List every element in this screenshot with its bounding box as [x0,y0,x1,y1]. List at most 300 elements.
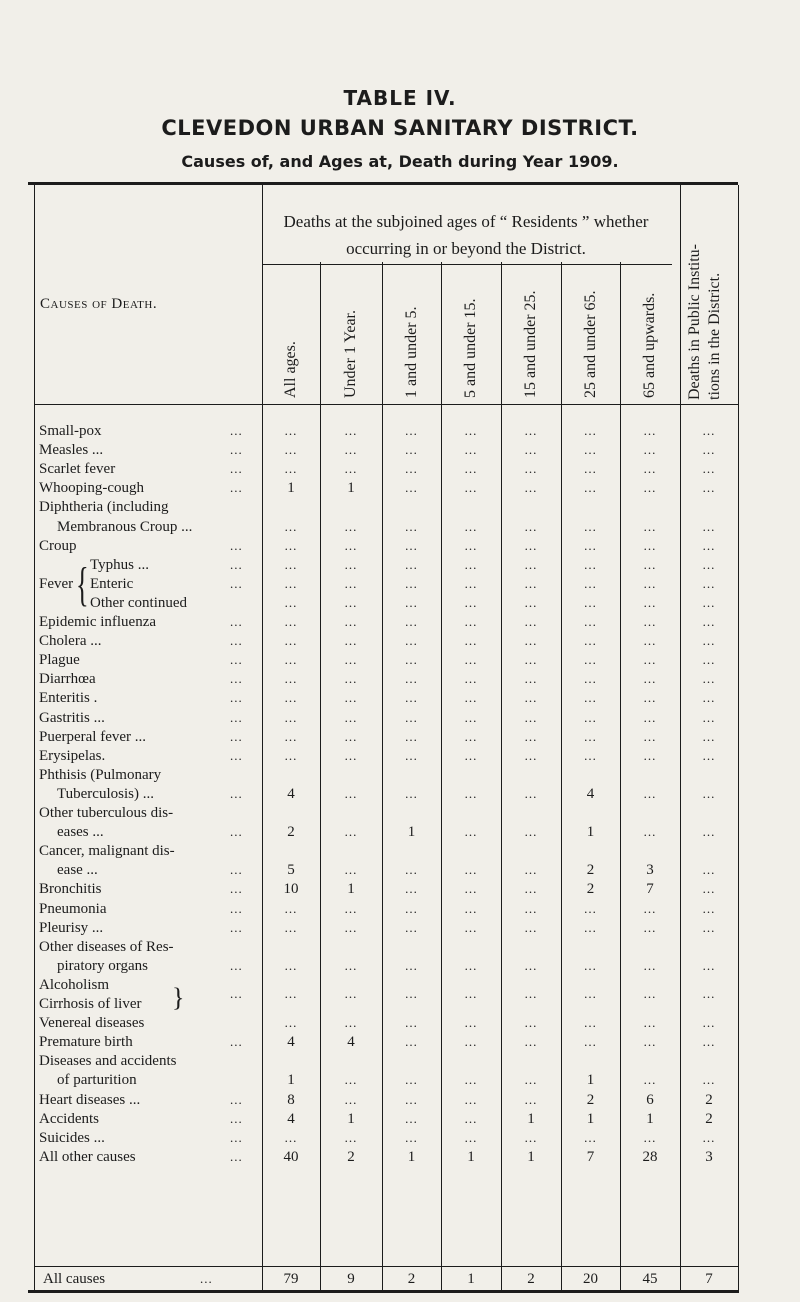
cell-65-plus: ... [643,919,657,935]
cell-1-to-5: ... [405,1015,418,1031]
cause-label: Phthisis (Pulmonary [39,766,162,783]
cell-1-to-5: ... [405,709,418,725]
total-under-1: 9 [347,1271,355,1287]
dot-leader: ... [230,900,243,916]
cause-label: Measles ... [39,442,104,459]
cell-65-plus: ... [643,518,657,534]
cell-all-ages: ... [284,633,298,649]
age-header-all-ages [262,262,320,402]
cause-label: of parturition [57,1072,137,1089]
cell-under-1: ... [344,1129,358,1145]
cell-1-to-5: ... [405,537,418,553]
cell-1-to-5: ... [405,461,418,477]
causes-header: Causes of Death. [40,296,158,312]
dot-leader: ... [230,614,243,629]
cell-under-1: ... [344,985,358,1001]
cell-all-ages: ... [284,900,298,916]
cause-label: Cholera ... [39,633,102,650]
cell-under-1: ... [344,957,358,973]
cell-1-to-5: ... [405,575,418,591]
dot-leader: ... [230,919,243,935]
cell-15-to-25: ... [524,1129,538,1145]
cell-15-to-25: ... [524,690,538,706]
cell-65-plus: 1 [646,1110,654,1127]
dot-leader: ... [230,709,243,725]
dot-leader: ... [230,690,243,706]
dot-leader: ... [230,747,243,763]
cell-15-to-25: ... [524,919,538,935]
cause-label: Cancer, malignant dis- [39,843,175,860]
cell-all-ages: ... [284,690,298,706]
cell-1-to-5: ... [405,957,418,973]
cell-under-1: ... [344,1091,358,1107]
cell-1-to-5: ... [405,633,418,649]
cell-15-to-25: ... [524,900,538,916]
cell-15-to-25: ... [524,614,538,629]
bottom-rule [28,1290,738,1293]
cell-under-1: 1 [347,881,355,898]
cell-all-ages: ... [284,985,298,1001]
dot-leader: ... [230,728,243,744]
cause-label: Other continued [90,594,188,611]
cause-label: Pleurisy ... [39,919,104,936]
alcohol-brace: } [172,982,186,1012]
cell-25-to-65: 4 [586,785,595,802]
cause-label: Enteric [90,575,134,592]
dot-leader: ... [230,1148,243,1164]
cell-15-to-25: ... [524,747,538,763]
cell-5-to-15: ... [464,518,478,534]
cause-label: Alcoholism [39,976,109,993]
cell-public-institutions: 2 [705,1091,713,1108]
cell-public-institutions: ... [702,633,716,649]
cause-label: Other tuberculous dis- [39,805,174,821]
cell-1-to-5: ... [405,881,418,897]
cause-label: Epidemic influenza [39,614,157,630]
age-header-label: 15 and under 25. [522,290,539,398]
age-header-label: 65 and upwards. [641,292,658,398]
total-leader: ... [200,1271,213,1286]
cell-under-1: ... [344,442,358,458]
cell-25-to-65: ... [584,537,597,553]
dot-leader: ... [230,461,243,477]
cell-1-to-5: ... [405,1129,418,1145]
age-header-label: Under 1 Year. [342,310,359,398]
cell-public-institutions: ... [702,1072,716,1088]
cause-label: Premature birth [39,1034,133,1051]
cell-15-to-25: ... [524,824,538,840]
cell-25-to-65: ... [584,594,597,610]
cell-under-1: ... [344,728,358,744]
cell-65-plus: 28 [642,1148,658,1165]
cell-5-to-15: ... [464,919,478,935]
cell-all-ages: ... [284,957,298,973]
cell-25-to-65: 1 [586,1072,595,1089]
cause-label: Typhus ... [90,556,149,573]
cell-1-to-5: ... [405,518,418,534]
cell-15-to-25: 1 [527,1110,535,1127]
cell-15-to-25: ... [524,423,538,438]
cause-label: eases ... [57,824,104,841]
fever-brace: { [76,557,89,611]
cell-1-to-5: ... [405,690,418,706]
cell-under-1: ... [344,537,358,553]
cell-1-to-5: 1 [407,1148,416,1165]
cell-public-institutions: ... [702,728,716,744]
cell-15-to-25: ... [524,709,538,725]
cause-label: Accidents [39,1110,99,1127]
top-rule [28,182,738,185]
cell-5-to-15: ... [464,537,478,553]
cell-public-institutions: ... [702,862,716,878]
cell-15-to-25: ... [524,480,538,496]
cause-label: Diseases and accidents [39,1053,177,1070]
cell-public-institutions: ... [702,881,716,897]
cell-public-institutions: ... [702,652,716,668]
cell-15-to-25: ... [524,862,538,878]
public-header-line-2: tions in the District. [706,272,723,400]
dot-leader: ... [230,575,243,591]
cell-public-institutions: ... [702,594,716,610]
cell-15-to-25: ... [524,1015,538,1031]
cell-5-to-15: ... [464,785,478,801]
cell-65-plus: ... [643,575,657,591]
cell-25-to-65: ... [584,747,597,763]
cell-65-plus: ... [643,728,657,744]
cell-25-to-65: 2 [586,1091,595,1108]
cause-label: Venereal diseases [39,1015,145,1032]
total-65-plus: 45 [642,1271,658,1287]
cell-5-to-15: ... [464,824,478,840]
dot-leader: ... [230,1129,243,1145]
cell-65-plus: ... [643,556,657,572]
cell-public-institutions: ... [702,480,716,496]
cell-1-to-5: ... [405,1034,418,1050]
cell-5-to-15: ... [464,556,478,572]
cell-65-plus: ... [643,785,657,801]
cell-5-to-15: ... [464,1034,478,1050]
cell-65-plus: ... [643,709,657,725]
cell-65-plus: ... [643,442,657,458]
cause-label: Croup [39,537,77,554]
cell-public-institutions: ... [702,614,716,629]
cell-65-plus: ... [643,652,657,668]
total-top-rule [34,1266,738,1267]
cell-15-to-25: ... [524,461,538,477]
cell-1-to-5: ... [405,614,418,629]
cell-25-to-65: ... [584,919,597,935]
cell-all-ages: ... [284,556,298,572]
cause-label: Enteritis . [39,690,98,707]
cell-public-institutions: ... [702,785,716,801]
cell-5-to-15: ... [464,1129,478,1145]
cause-label: Heart diseases ... [39,1091,141,1108]
cell-under-1: ... [344,824,358,840]
cell-15-to-25: ... [524,957,538,973]
cell-public-institutions: ... [702,1034,716,1050]
cell-5-to-15: ... [464,594,478,610]
cell-under-1: 2 [347,1148,355,1165]
cell-under-1: ... [344,633,358,649]
cell-all-ages: ... [284,747,298,763]
cell-65-plus: ... [643,423,657,438]
cell-under-1: ... [344,709,358,725]
cell-25-to-65: 2 [586,862,595,879]
cell-5-to-15: ... [464,442,478,458]
cell-public-institutions: ... [702,747,716,763]
cell-25-to-65: ... [584,709,597,725]
cell-all-ages: 4 [287,1034,295,1051]
cell-all-ages: ... [284,709,298,725]
cell-all-ages: 1 [287,480,295,497]
cell-public-institutions: ... [702,919,716,935]
public-institutions-header [678,202,736,402]
cell-all-ages: ... [284,1015,298,1031]
cell-5-to-15: ... [464,652,478,668]
cell-25-to-65: ... [584,461,597,477]
cell-5-to-15: ... [464,1110,478,1126]
cell-under-1: ... [344,1015,358,1031]
cell-under-1: ... [344,747,358,763]
cell-1-to-5: ... [405,1072,418,1088]
cell-all-ages: 40 [283,1148,299,1165]
dot-leader: ... [230,1110,243,1126]
total-25-to-65: 20 [583,1271,598,1287]
cell-65-plus: ... [643,690,657,706]
cell-15-to-25: ... [524,785,538,801]
cell-25-to-65: ... [584,423,597,438]
cell-65-plus: ... [643,747,657,763]
cell-1-to-5: ... [405,442,418,458]
dot-leader: ... [230,633,243,649]
age-header-label: All ages. [282,341,299,398]
age-header-1-to-5 [382,262,441,402]
total-1-to-5: 2 [407,1271,416,1287]
cell-65-plus: ... [643,594,657,610]
cause-label: Other diseases of Res- [39,938,174,955]
cell-under-1: ... [344,671,358,687]
cell-65-plus: 3 [646,862,654,879]
cell-15-to-25: ... [524,442,538,458]
table-subtitle: Causes of, and Ages at, Death during Year 1909. [181,152,619,171]
cell-all-ages: ... [284,652,298,668]
cell-25-to-65: ... [584,614,597,629]
cell-public-institutions: ... [702,1129,716,1145]
cell-25-to-65: ... [584,728,597,744]
cell-65-plus: ... [643,671,657,687]
cell-1-to-5: ... [405,671,418,687]
cause-label: Plague [39,652,80,669]
cell-5-to-15: ... [464,575,478,591]
cell-65-plus: ... [643,957,657,973]
cell-1-to-5: ... [405,747,418,763]
cell-all-ages: 1 [287,1072,295,1089]
cell-15-to-25: ... [524,1091,538,1107]
cause-label: Diphtheria (including [39,499,169,516]
cell-under-1: ... [344,556,358,572]
cause-label: Tuberculosis) ... [57,785,154,802]
age-header-under-1 [320,262,382,402]
cell-15-to-25: ... [524,518,538,534]
cell-public-institutions: ... [702,537,716,553]
cell-all-ages: 5 [287,862,295,879]
dot-leader: ... [230,480,243,496]
cell-public-institutions: ... [702,671,716,687]
cell-all-ages: ... [284,1129,298,1145]
cell-under-1: ... [344,614,358,629]
cause-label: Cirrhosis of liver [39,996,142,1012]
cell-65-plus: ... [643,480,657,496]
cell-65-plus: ... [643,900,657,916]
dot-leader: ... [230,785,243,801]
total-label: All causes [43,1271,106,1287]
age-header-label: 1 and under 5. [402,306,420,398]
dot-leader: ... [230,1091,243,1107]
dot-leader: ... [230,423,243,438]
cell-25-to-65: ... [584,690,597,706]
cell-5-to-15: ... [464,985,478,1001]
cell-65-plus: ... [643,537,657,553]
cell-5-to-15: ... [464,957,478,973]
cell-1-to-5: ... [405,862,418,878]
dot-leader: ... [230,881,243,897]
dot-leader: ... [230,1034,243,1050]
cell-25-to-65: 1 [586,824,595,841]
cell-65-plus: 7 [646,881,654,898]
age-header-15-to-25 [501,262,561,402]
cell-25-to-65: ... [584,1015,597,1031]
cell-under-1: ... [344,1072,358,1088]
cell-5-to-15: ... [464,423,478,438]
cell-5-to-15: ... [464,709,478,725]
cell-25-to-65: ... [584,985,597,1001]
district-title: CLEVEDON URBAN SANITARY DISTRICT. [161,116,639,140]
cell-5-to-15: ... [464,728,478,744]
table-number: TABLE IV. [343,86,457,110]
dot-leader: ... [230,671,243,687]
cell-15-to-25: 1 [527,1148,535,1165]
cell-1-to-5: ... [405,985,418,1001]
cell-5-to-15: ... [464,862,478,878]
cell-25-to-65: ... [584,957,597,973]
cell-15-to-25: ... [524,652,538,668]
cell-5-to-15: 1 [467,1148,475,1165]
cause-label: Whooping-cough [39,480,144,497]
cell-all-ages: ... [284,728,298,744]
cell-all-ages: ... [284,614,298,629]
cell-public-institutions: ... [702,690,716,706]
cell-under-1: ... [344,690,358,706]
cell-under-1: ... [344,919,358,935]
cell-all-ages: ... [284,575,298,591]
cell-5-to-15: ... [464,1015,478,1031]
cell-public-institutions: 2 [705,1110,713,1127]
cell-under-1: ... [344,785,358,801]
cell-all-ages: ... [284,423,298,438]
cell-all-ages: 10 [283,881,299,898]
cell-5-to-15: ... [464,900,478,916]
cell-65-plus: ... [643,633,657,649]
cell-public-institutions: ... [702,461,716,477]
cell-15-to-25: ... [524,1072,538,1088]
cell-5-to-15: ... [464,690,478,706]
cell-65-plus: ... [643,1034,657,1050]
cell-all-ages: ... [284,461,298,477]
cell-15-to-25: ... [524,881,538,897]
column-divider [738,185,739,1293]
cell-public-institutions: ... [702,900,716,916]
cell-under-1: ... [344,900,358,916]
header-bottom-rule [34,404,738,405]
cell-25-to-65: ... [584,556,597,572]
cell-under-1: 4 [347,1034,355,1051]
cause-label: Small-pox [39,423,102,439]
dot-leader: ... [230,442,243,458]
cell-65-plus: ... [643,1015,657,1031]
cell-5-to-15: ... [464,1072,478,1088]
cell-all-ages: ... [284,671,298,687]
cell-public-institutions: ... [702,556,716,572]
cell-5-to-15: ... [464,461,478,477]
cause-label: Membranous Croup ... [57,518,193,535]
cell-65-plus: ... [643,614,657,629]
total-5-to-15: 1 [467,1271,475,1287]
cell-under-1: ... [344,575,358,591]
cell-15-to-25: ... [524,537,538,553]
dot-leader: ... [230,985,243,1001]
cause-label: Diarrhœa [39,671,96,688]
cell-5-to-15: ... [464,671,478,687]
total-public-institutions: 7 [705,1271,713,1287]
dot-leader: ... [230,652,243,668]
cell-1-to-5: ... [405,1091,418,1107]
cell-15-to-25: ... [524,556,538,572]
cause-label: Scarlet fever [39,461,116,478]
cell-25-to-65: 7 [586,1148,595,1165]
cell-25-to-65: ... [584,575,597,591]
cell-under-1: ... [344,652,358,668]
cell-under-1: ... [344,862,358,878]
cell-all-ages: 4 [287,785,295,802]
fever-group-label: Fever [39,575,74,592]
dot-leader: ... [230,862,243,878]
dot-leader: ... [230,537,243,553]
age-header-label: 25 and under 65. [581,290,599,398]
cell-under-1: ... [344,461,358,477]
cell-1-to-5: ... [405,480,418,496]
cell-25-to-65: ... [584,633,597,649]
cell-15-to-25: ... [524,575,538,591]
cell-all-ages: ... [284,518,298,534]
column-divider [34,185,35,1293]
cell-1-to-5: ... [405,1110,418,1126]
cell-under-1: 1 [347,1110,355,1127]
cell-15-to-25: ... [524,1034,538,1050]
cell-15-to-25: ... [524,594,538,610]
cell-25-to-65: ... [584,480,597,496]
cell-1-to-5: ... [405,919,418,935]
cell-public-institutions: ... [702,957,716,973]
cell-public-institutions: ... [702,824,716,840]
cell-25-to-65: ... [584,442,597,458]
cell-1-to-5: ... [405,900,418,916]
cell-1-to-5: ... [405,728,418,744]
cell-65-plus: ... [643,461,657,477]
cell-15-to-25: ... [524,985,538,1001]
cell-all-ages: ... [284,537,298,553]
cell-65-plus: 6 [646,1091,654,1108]
cell-25-to-65: ... [584,900,597,916]
